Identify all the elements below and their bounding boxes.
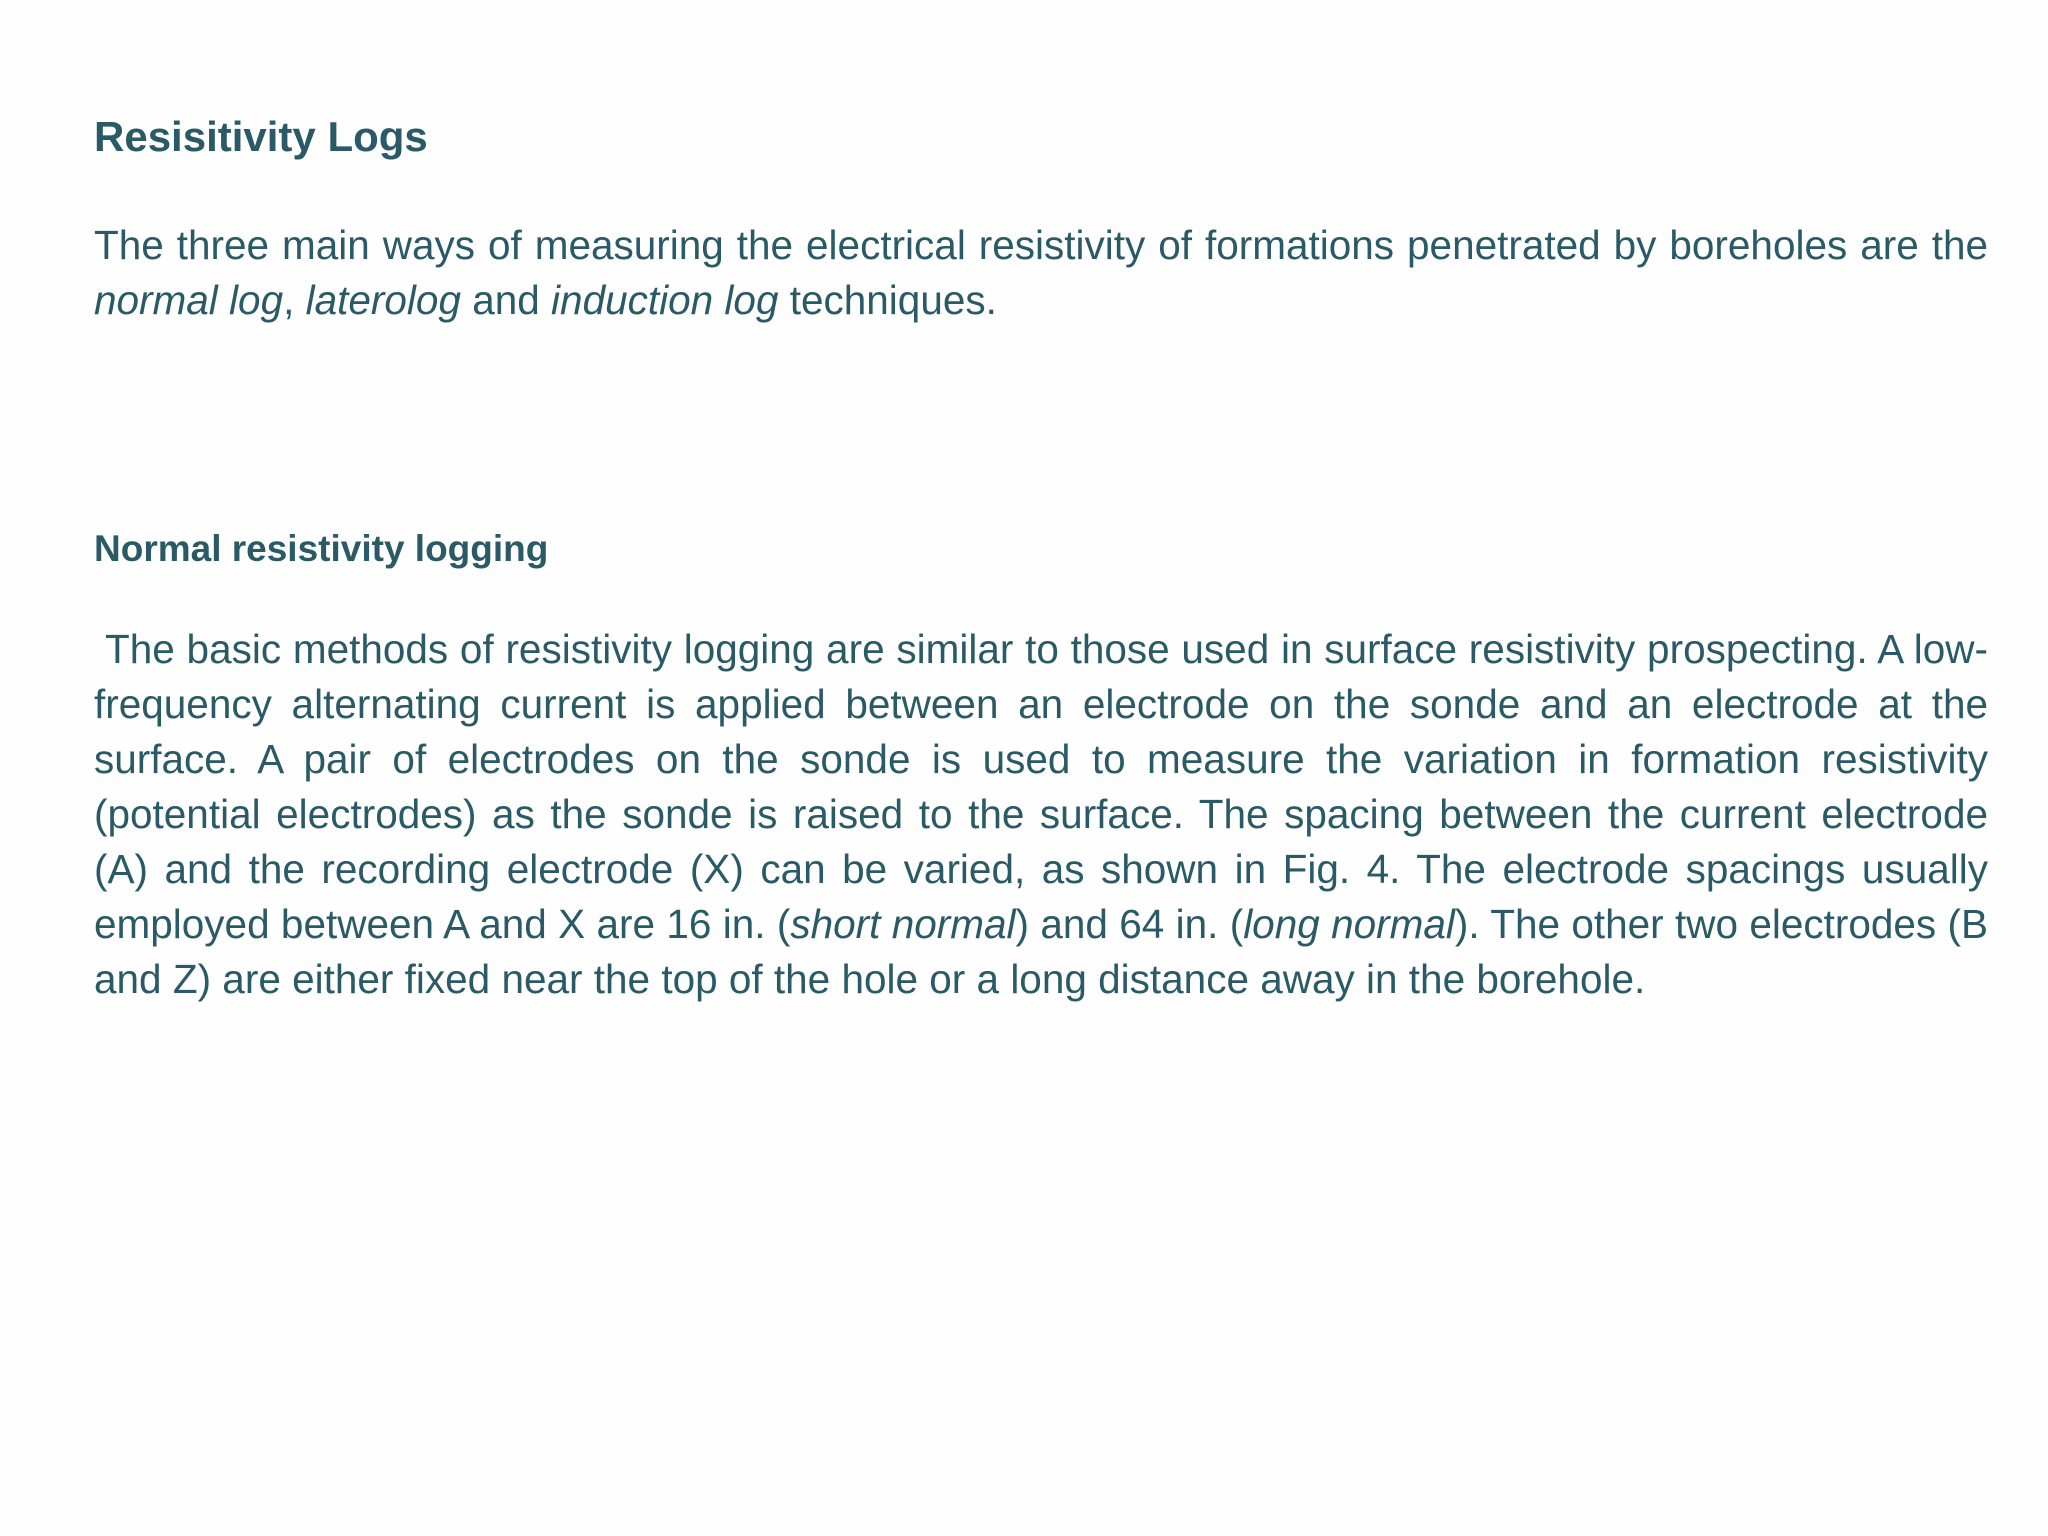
- body-text-3: ). The other two electrodes (B and Z) are either fixed near the top of the hole or a long distance away in the borehole.: [94, 901, 1989, 1002]
- intro-text-2: ,: [283, 277, 306, 323]
- intro-term-laterolog: laterolog: [305, 277, 461, 323]
- intro-term-induction-log: induction log: [551, 277, 779, 323]
- body-lead-space: [94, 626, 105, 672]
- body-term-long-normal: long normal: [1243, 901, 1455, 947]
- intro-text-3: and: [460, 277, 552, 323]
- section-heading: Normal resistivity logging: [94, 528, 549, 569]
- body-text-2: ) and 64 in. (: [1015, 901, 1244, 947]
- page-title: Resisitivity Logs: [94, 113, 428, 160]
- body-text-1: The basic methods of resistivity logging are similar to those used in surface resistivity prospecting. A low-frequency alternating current is applied between an electrode on the sonde and an electrode at the surface. A pair of electrodes on the sonde is used to measure the variation in formation resistivity (potential electrodes) as the sonde is raised to the surface. The spacing between the current electrode (A) and the recording electrode (X) can be varied, as shown in Fig. 4. The electrode spacings usually employed between A and X are 16 in. (: [94, 626, 1988, 947]
- body-term-short-normal: short normal: [790, 901, 1016, 947]
- intro-text-4: techniques.: [778, 277, 997, 323]
- intro-paragraph: [94, 218, 1988, 328]
- intro-text-1: The three main ways of measuring the electrical resistivity of formations penetrated by boreholes are the: [94, 222, 1988, 268]
- body-paragraph: [94, 622, 1988, 1007]
- intro-term-normal-log: normal log: [94, 277, 284, 323]
